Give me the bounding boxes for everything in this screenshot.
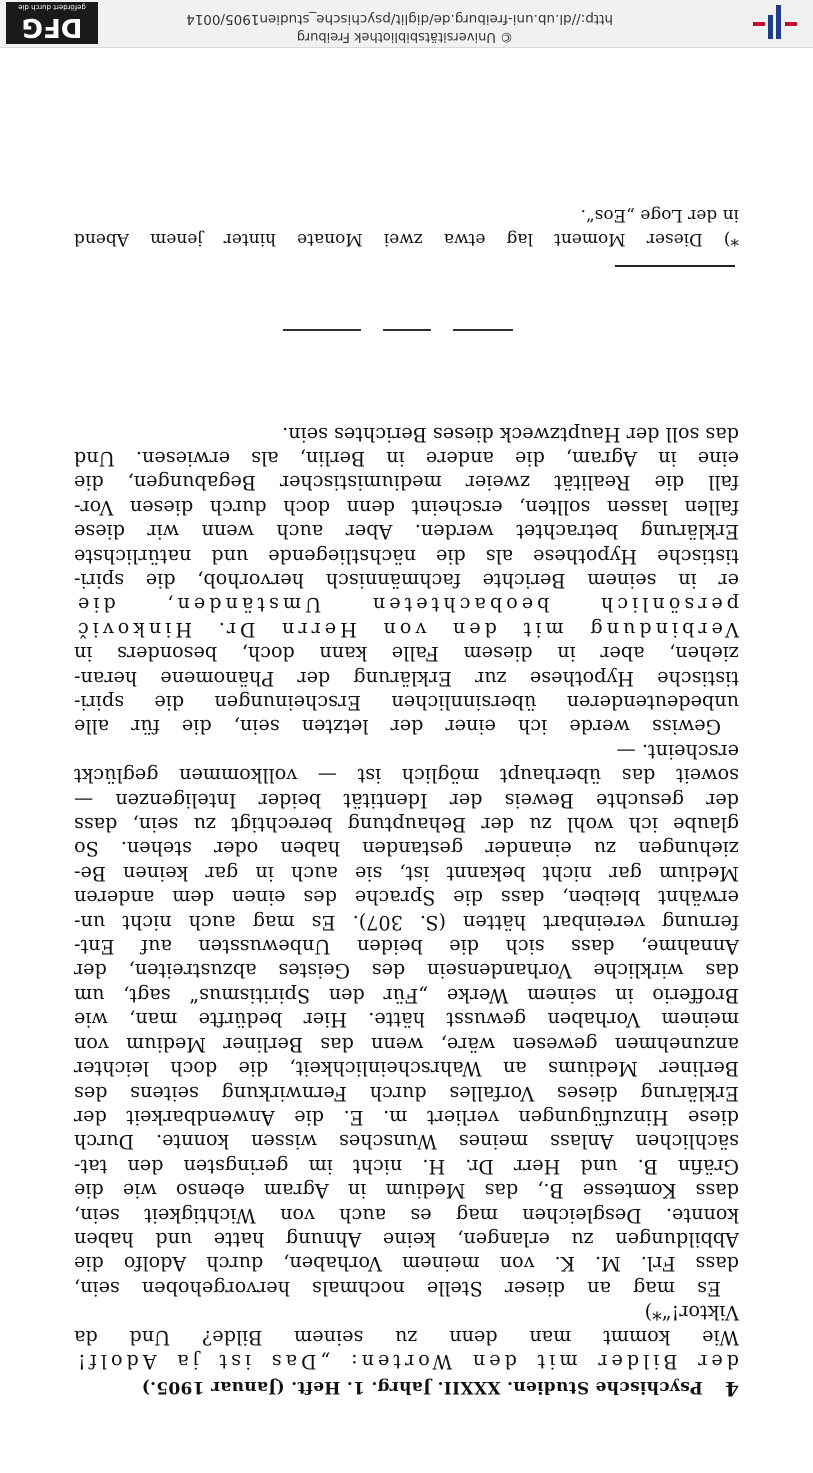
text-line: Gräfin B. und Herr Dr. H. nicht im geringsten den tat-	[74, 1154, 739, 1178]
text-line: Gewiss werde ich einer der letzten sein, die für alle	[74, 715, 721, 739]
running-title: Psychische Studien. XXXII. Jahrg. 1. Heft. (Januar 1905.)	[141, 1377, 703, 1397]
text-line: diese Hinzufügungen verliert m. E. die Anwendbarkeit der	[74, 1105, 739, 1129]
body-text	[74, 421, 739, 1373]
text-line: konnte. Desgleichen mag es auch von Wichtigkeit sein,	[74, 1203, 739, 1227]
text-line: ziehen, aber in diesem Falle kann doch, besonders in	[74, 642, 739, 666]
dfg-logo	[6, 2, 98, 44]
university-logo-icon	[753, 3, 797, 43]
text-line: sächlichen Anlass meines Wunsches wissen konnte. Durch	[74, 1130, 739, 1154]
text-line: fallen lassen sollten, erscheint denn doch durch diesen Vor-	[74, 495, 739, 519]
text-line: er in seinem Berichte fachmännisch hervorhob, die spiri-	[74, 569, 739, 592]
permalink-url[interactable]: http://dl.ub.uni-freiburg.de/diglit/psychische_studien1905/0014	[186, 11, 613, 27]
library-banner	[0, 0, 813, 48]
text-line: Brofferio in seinem Werke „Für den Spiritismus“ sagt, um	[74, 983, 739, 1007]
dfg-logo-text: DFG	[21, 12, 83, 42]
text-line: der Bilder mit den Worten: „Das ist ja Adolf!	[74, 1350, 739, 1373]
text-line: das soll der Hauptzweck dieses Berichtes sein.	[282, 422, 739, 446]
footnote-line: *) Dieser Moment lag etwa zwei Monate hinter jenem Abend	[74, 229, 739, 249]
library-credit: © Universitätsbibliothek Freiburg	[296, 29, 513, 44]
text-line: das wirkliche Vorhandensein des Geistes abzustreiten, der	[74, 959, 739, 983]
text-line: eine in Agram, die andere in Berlin, als erwiesen. Und	[74, 446, 739, 470]
text-line: tistische Hypothese zur Erklärung der Phänomene heran-	[74, 666, 739, 690]
text-line: Wie kommt man denn zu seinem Bilde? Und da	[74, 1325, 739, 1349]
text-line: Abbildungen zu erlangen, keine Ahnung hatte und haben	[74, 1227, 739, 1251]
text-line: meinem Vorhaben gewusst hätte. Hier bedürfte man, wie	[74, 1008, 739, 1032]
page-header	[74, 1377, 739, 1401]
text-line: dass Frl. M. K. von meinem Vorhaben, durch Adolfo die	[74, 1252, 739, 1276]
page-number: 4	[724, 1377, 739, 1401]
footnote-rule	[615, 265, 735, 267]
footnote	[74, 203, 739, 251]
text-line: Viktor!“*)	[644, 1301, 739, 1325]
text-line: Berliner Mediums an Wahrscheinlichkeit, die doch leichter	[74, 1057, 739, 1081]
text-line: Medium gar nicht bekannt ist, sie auch in gar keinen Be-	[74, 861, 739, 885]
text-line: tistische Hypothese als die nächstliegende und natürlichste	[74, 544, 739, 568]
text-line: dass Komtesse B., das Medium in Agram ebenso wie die	[74, 1179, 739, 1203]
text-line: Verbindung mit den von Herrn Dr. Hinkovič	[74, 617, 739, 641]
section-divider	[283, 329, 513, 331]
footnote-line: in der Loge „Eos“.	[580, 205, 739, 225]
text-line: soweit das überhaupt möglich ist — vollkommen geglückt	[74, 764, 739, 788]
dfg-caption: gefördert durch die	[18, 3, 86, 11]
text-line: Es mag an dieser Stelle nochmals hervorgehoben sein,	[74, 1276, 721, 1300]
text-line: der gesuchte Beweis der Identität beider Inteligenzen —	[74, 788, 739, 812]
text-line: erwähnt bleiben, dass die Sprache des einen dem anderen	[74, 886, 739, 910]
text-line: anzunehmen gewesen wäre, wenn das Berliner Medium von	[74, 1032, 739, 1056]
text-line: unbedeutenderen übersinnlichen Erscheinungen die spiri-	[74, 691, 739, 715]
text-line: fall die Realität zweier mediumistischer Begabungen, die	[74, 471, 739, 495]
text-line: Annahme, dass sich die beiden Unbewussten auf Ent-	[74, 935, 739, 959]
text-line: fernung vereinbart hätten (S. 307). Es mag auch nicht un-	[74, 910, 739, 934]
text-line: Erklärung dieses Vorfalles durch Fernwirkung seitens des	[74, 1081, 739, 1105]
text-line: ziehungen zu einander gestanden haben oder stehen. So	[74, 837, 739, 861]
text-line: Erklärung betrachtet werden. Aber auch wenn wir diese	[74, 520, 739, 544]
text-line: persönlich beobachteten Umständen, die	[74, 593, 739, 617]
text-line: erscheint. —	[616, 739, 739, 763]
text-line: glaube ich wohl zu der Behauptung berechtigt zu sein, dass	[74, 813, 739, 837]
